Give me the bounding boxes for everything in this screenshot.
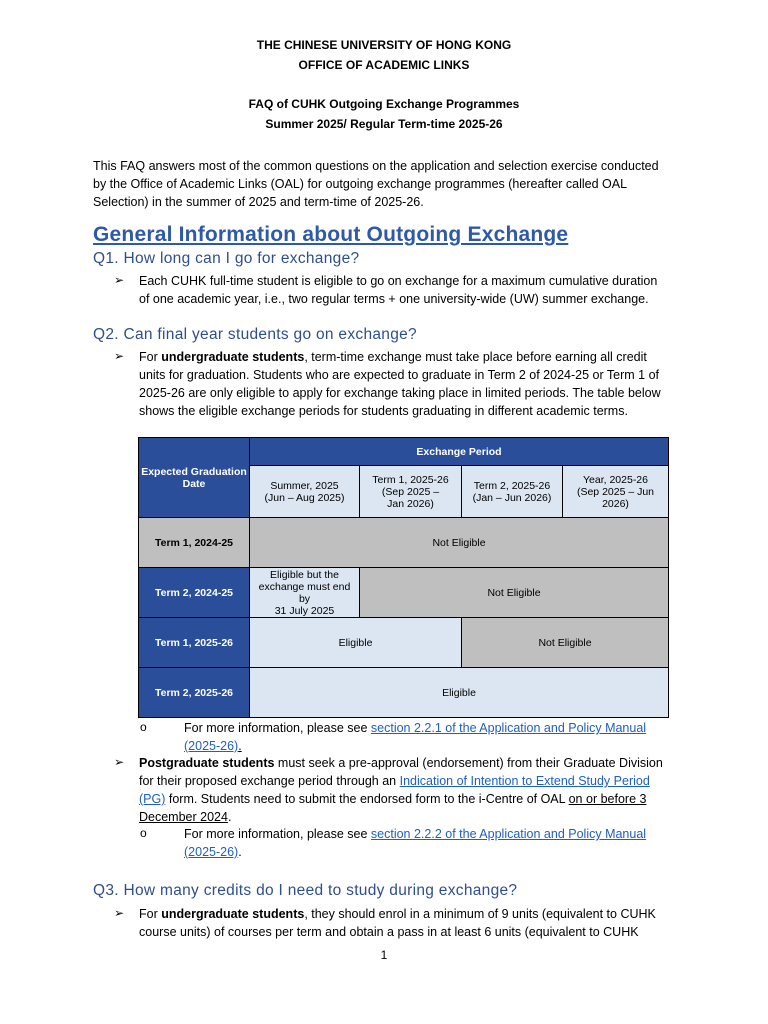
pg-more-prefix: For more information, please see — [184, 827, 371, 841]
col3-line1: Term 2, 2025-26 — [473, 479, 551, 492]
col-header-summer — [250, 466, 360, 518]
q3-text: , they should enrol in a minimum of 9 units (equivalent to CUHK course units) of courses per term and obtain a pass in at least 6 units (equivalent to CUHK — [139, 907, 656, 939]
row4-eligible: Eligible — [250, 668, 669, 718]
q2-ug-paragraph — [139, 348, 671, 420]
exchange-period-header: Exchange Period — [250, 438, 669, 466]
row1-not-eligible: Not Eligible — [250, 518, 669, 568]
pg-bold: Postgraduate students — [139, 756, 275, 770]
ug-prefix: For — [139, 350, 162, 364]
col2-line1: Term 1, 2025-26 — [372, 473, 449, 486]
row2-not-eligible: Not Eligible — [360, 568, 669, 618]
arrow-bullet-icon: ➢ — [114, 273, 125, 287]
table-corner-header — [139, 438, 250, 518]
q3-prefix: For — [139, 907, 162, 921]
q3-bold: undergraduate students — [161, 907, 305, 921]
circle-bullet-icon: o — [140, 720, 147, 734]
q2-heading: Q2. Can final year students go on exchange? — [93, 326, 417, 343]
row3-eligible: Eligible — [250, 618, 462, 668]
office-name: OFFICE OF ACADEMIC LINKS — [298, 58, 470, 72]
row-label-term2-2025: Term 2, 2025-26 — [139, 668, 250, 718]
university-name: THE CHINESE UNIVERSITY OF HONG KONG — [256, 38, 512, 52]
col2-line3: Jan 2026) — [387, 497, 434, 510]
row2-c1-line2: exchange must end by — [258, 580, 351, 605]
row-label-term2-2024: Term 2, 2024-25 — [139, 568, 250, 618]
ug-text: , term-time exchange must take place before earning all credit units for graduation. Students who are expected to graduate in Term 2 of 2024-25 or Term 1 of 2025-26 are only eligible to apply for exchange taking place in limited periods. The table below shows the eligible exchange periods for students graduating in different academic terms. — [139, 350, 661, 418]
ug-more-suffix: . — [238, 739, 242, 753]
q3-answer — [139, 905, 671, 941]
ug-link-part2[interactable]: (2025-26) — [184, 739, 239, 753]
row3-not-eligible: Not Eligible — [462, 618, 669, 668]
pg-text-1: must seek a pre-approval (endorsement) from their Graduate Division for their proposed exchange period through an — [139, 756, 663, 788]
col-header-term1 — [360, 466, 462, 518]
section-heading: General Information about Outgoing Exchange — [93, 223, 569, 246]
arrow-bullet-icon: ➢ — [114, 349, 125, 363]
pg-more-suffix: . — [238, 845, 242, 859]
col4-line2: (Sep 2025 – Jun 2026) — [576, 485, 655, 510]
pg-link-part2[interactable]: Study Period (PG) — [139, 774, 650, 806]
q2-pg-paragraph — [139, 754, 671, 826]
row2-c1-line3: 31 July 2025 — [274, 604, 335, 617]
row-label-term1-2024: Term 1, 2024-25 — [139, 518, 250, 568]
col3-line2: (Jan – Jun 2026) — [472, 491, 552, 504]
ug-bold: undergraduate students — [161, 350, 305, 364]
circle-bullet-icon: o — [140, 826, 147, 840]
col-header-term2 — [462, 466, 563, 518]
page-number: 1 — [380, 948, 388, 962]
row2-c1-line1: Eligible but the — [270, 568, 339, 581]
pg-more-info — [184, 825, 674, 861]
document-title: FAQ of CUHK Outgoing Exchange Programmes — [248, 97, 520, 111]
pg-link2-part2[interactable]: (2025-26) — [184, 845, 239, 859]
col2-line2: (Sep 2025 – — [381, 485, 440, 498]
col1-line2: (Jun – Aug 2025) — [264, 491, 345, 504]
ug-link-part1[interactable]: section 2.2.1 of the Application and Policy Manual — [370, 721, 647, 735]
q3-heading: Q3. How many credits do I need to study during exchange? — [93, 882, 518, 899]
pg-text-3: . — [227, 810, 232, 824]
pg-link-part1[interactable]: Indication of Intention to Extend — [399, 774, 579, 788]
exchange-period-table — [138, 437, 669, 718]
arrow-bullet-icon: ➢ — [114, 755, 125, 769]
corner-text: Expected Graduation Date — [141, 465, 247, 490]
pg-link2-part1[interactable]: section 2.2.2 of the Application and Policy Manual — [370, 827, 647, 841]
arrow-bullet-icon: ➢ — [114, 906, 125, 920]
pg-deadline: on or before 3 December 2024 — [139, 792, 647, 824]
col-header-year — [563, 466, 669, 518]
q1-heading: Q1. How long can I go for exchange? — [93, 250, 360, 267]
row-label-term1-2025: Term 1, 2025-26 — [139, 618, 250, 668]
col1-line1: Summer, 2025 — [270, 479, 339, 492]
col4-line1: Year, 2025-26 — [582, 473, 648, 486]
ug-more-info — [184, 719, 674, 755]
ug-more-prefix: For more information, please see — [184, 721, 371, 735]
intro-paragraph: This FAQ answers most of the common questions on the application and selection exercise conducted by the Office of Academic Links (OAL) for outgoing exchange programmes (hereafter called OAL Selection) in the summer of 2025 and term-time of 2025-26. — [93, 159, 659, 209]
row2-summer-eligible — [250, 568, 360, 618]
pg-text-2: form. Students need to submit the endorsed form to the i-Centre of OAL — [165, 792, 569, 806]
document-subtitle: Summer 2025/ Regular Term-time 2025-26 — [265, 117, 503, 131]
q1-answer: Each CUHK full-time student is eligible to go on exchange for a maximum cumulative duration of one academic year, i.e., two regular terms + one university-wide (UW) summer exchange. — [139, 274, 658, 306]
